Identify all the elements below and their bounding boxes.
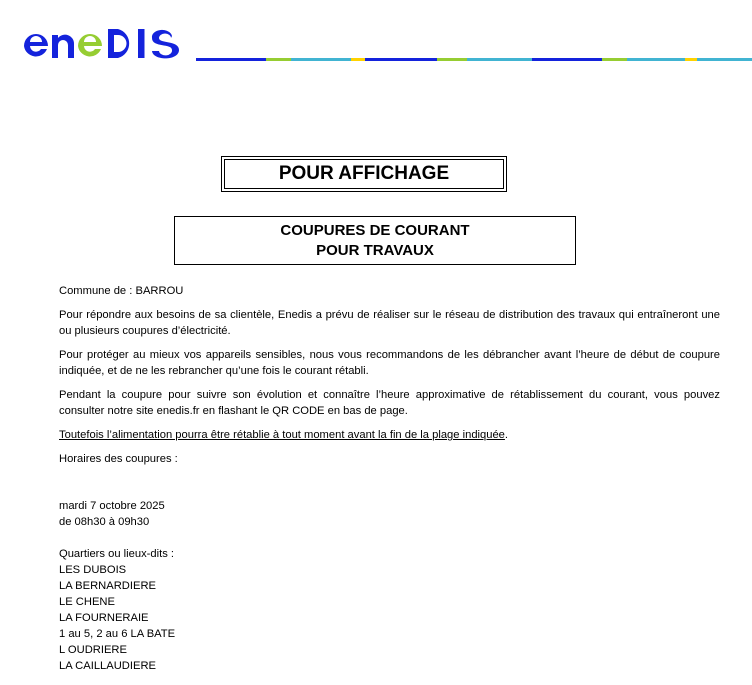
place-item: LA CAILLAUDIERE — [59, 660, 156, 672]
place-item: L OUDRIERE — [59, 644, 127, 656]
warning-paragraph — [59, 427, 720, 443]
band-segment — [351, 58, 365, 61]
band-segment — [627, 58, 685, 61]
band-segment — [697, 58, 752, 61]
band-segment — [365, 58, 437, 61]
band-segment — [437, 58, 467, 61]
band-segment — [291, 58, 351, 61]
recommendation-paragraph: Pour protéger au mieux vos appareils sensibles, nous vous recommandons de les débrancher avant l’heure de début de coupure indiquée, et de ne les rebrancher qu’une fois le courant rétabli. — [59, 349, 720, 377]
place-item: LA FOURNERAIE — [59, 612, 149, 624]
subtitle-line-2: POUR TRAVAUX — [316, 242, 434, 259]
warning-text: Toutefois l’alimentation pourra être rétablie à tout moment avant la fin de la plage indiquée — [59, 429, 505, 441]
band-segment — [685, 58, 697, 61]
places-label: Quartiers ou lieux-dits : — [59, 548, 175, 560]
schedule-label: Horaires des coupures : — [59, 453, 178, 465]
intro-paragraph: Pour répondre aux besoins de sa clientèle, Enedis a prévu de réaliser sur le réseau de distribution des travaux qui entraîneront une ou plusieurs coupures d’électricité. — [59, 309, 720, 337]
band-segment — [467, 58, 532, 61]
warning-period: . — [504, 429, 509, 441]
notice-body — [59, 283, 720, 674]
band-segment — [532, 58, 602, 61]
commune-line: Commune de : BARROU — [59, 285, 184, 297]
outage-time: de 08h30 à 09h30 — [59, 516, 150, 528]
place-item: LA BERNARDIERE — [59, 580, 156, 592]
subtitle-box — [174, 216, 576, 265]
place-item: LE CHENE — [59, 596, 115, 608]
enedis-logo-graphic — [22, 24, 190, 66]
enedis-logo — [22, 24, 190, 66]
title-box — [221, 156, 507, 192]
place-item: LES DUBOIS — [59, 564, 127, 576]
page-title: POUR AFFICHAGE — [278, 163, 450, 184]
band-segment — [196, 58, 266, 61]
place-item: 1 au 5, 2 au 6 LA BATE — [59, 628, 176, 640]
brand-color-band — [196, 58, 752, 61]
outage-date: mardi 7 octobre 2025 — [59, 500, 165, 512]
tracking-paragraph: Pendant la coupure pour suivre son évolution et connaître l’heure approximative de rétablissement du courant, vous pouvez consulter notre site enedis.fr en flashant le QR CODE en bas de page. — [59, 389, 720, 417]
band-segment — [602, 58, 627, 61]
band-segment — [266, 58, 291, 61]
subtitle-line-1: COUPURES DE COURANT — [280, 222, 470, 239]
